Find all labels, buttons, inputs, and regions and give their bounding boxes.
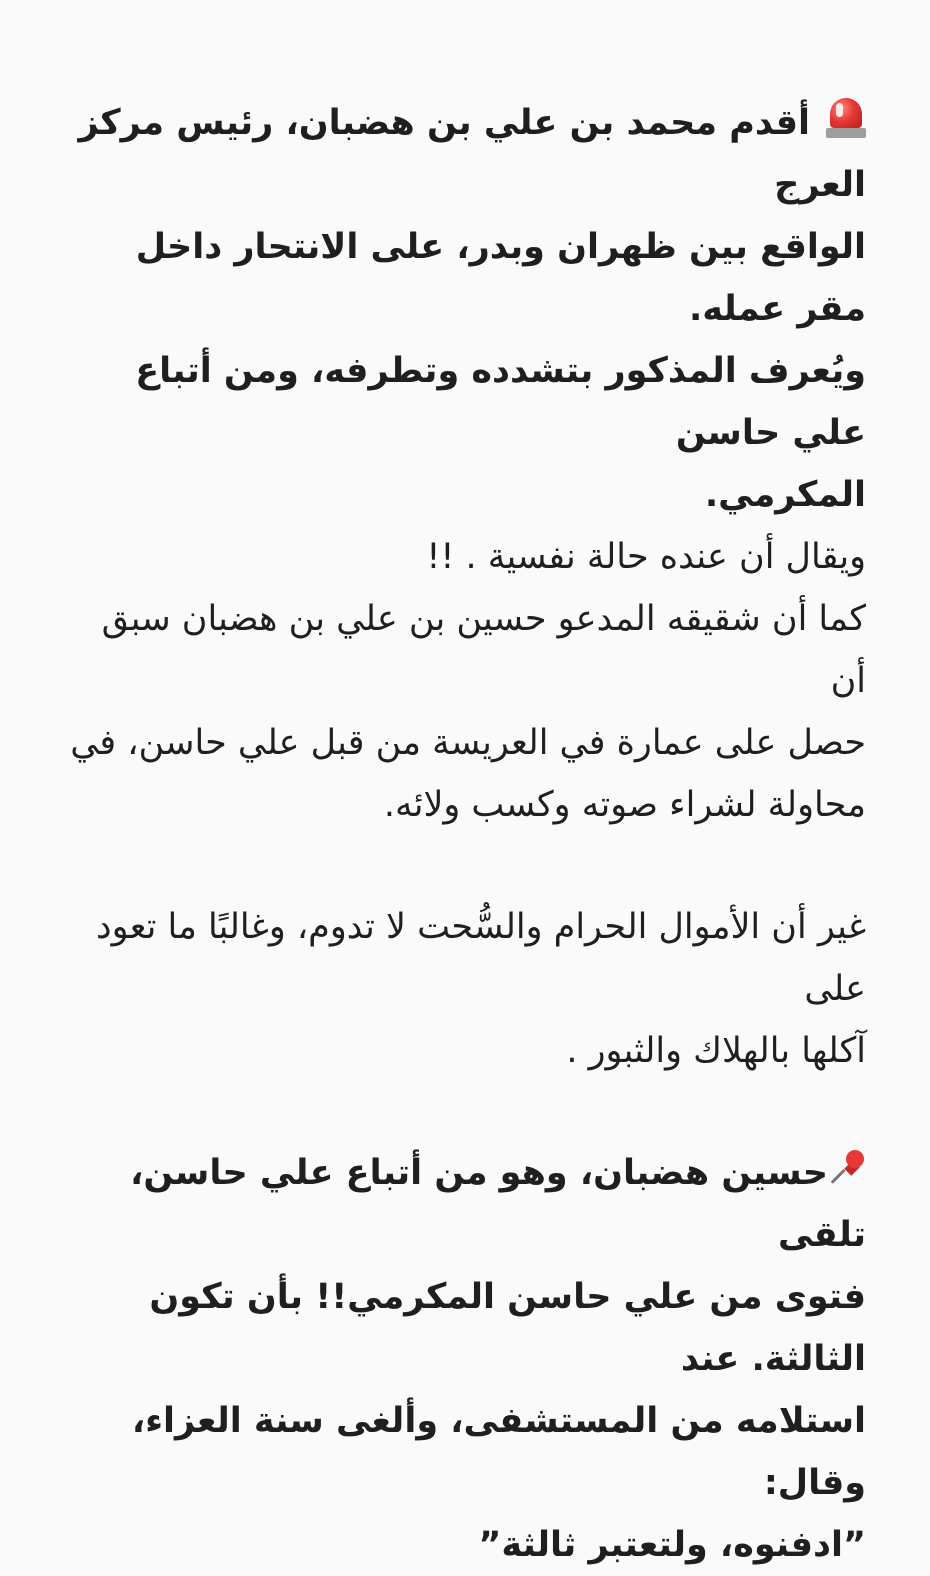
- paragraph-line: [66, 1142, 866, 1266]
- paragraph-line: آكلها بالهلاك والثبور .: [566, 1031, 866, 1071]
- paragraph-line: الواقع بين ظهران وبدر، على الانتحار داخل مقر عمله.: [135, 227, 866, 329]
- paragraph-line: محاولة لشراء صوته وكسب ولائه.: [383, 785, 866, 825]
- paragraph-suicide-report: [66, 92, 866, 526]
- paragraph-line: ويُعرف المذكور بتشدده وتطرفه، ومن أتباع علي حاسن: [135, 351, 866, 453]
- paragraph-line: غير أن الأموال الحرام والسُّحت لا تدوم، وغالبًا ما تعود على: [96, 907, 866, 1009]
- siren-icon: [826, 96, 866, 140]
- paragraph-line: فتوى من علي حاسن المكرمي!! بأن تكون الثالثة. عند: [149, 1277, 866, 1379]
- paragraph-line: حصل على عمارة في العريسة من قبل علي حاسن، في: [70, 723, 866, 763]
- paragraph-line: [66, 92, 866, 216]
- paragraph-line-text: حسين هضبان، وهو من أتباع علي حاسن، تلقى: [130, 1153, 866, 1255]
- paragraph-spacer: [66, 836, 866, 896]
- paragraph-line: المكرمي.: [704, 475, 866, 515]
- paragraph-line: ويقال أن عنده حالة نفسية . !!: [426, 537, 866, 577]
- paragraph-line: ”ادفنوه، ولتعتبر ثالثة”: [478, 1525, 866, 1565]
- paragraph-spacer: [66, 1082, 866, 1142]
- paragraph-line: كما أن شقيقه المدعو حسين بن علي بن هضبان سبق أن: [101, 599, 866, 701]
- paragraph-fatwa: [66, 1142, 866, 1576]
- paragraph-brother-details: [66, 526, 866, 836]
- pushpin-icon: [832, 1148, 866, 1188]
- paragraph-line: استلامه من المستشفى، وألغى سنة العزاء، وقال:: [131, 1401, 866, 1503]
- paragraph-line-text: أقدم محمد بن علي بن هضبان، رئيس مركز العرج: [78, 103, 866, 205]
- paragraph-moral: [66, 896, 866, 1082]
